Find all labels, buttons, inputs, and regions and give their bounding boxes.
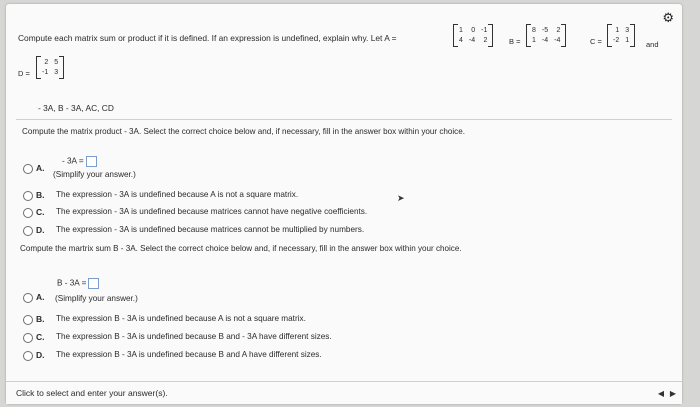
matrix-c-cell: 1 bbox=[625, 37, 630, 44]
q1-option-c-text[interactable]: The expression - 3A is undefined because matrices cannot have negative coefficients. bbox=[56, 207, 368, 216]
matrix-b-cell: -4 bbox=[541, 37, 549, 44]
matrix-b-label: B = bbox=[509, 37, 521, 46]
matrix-c-cell: -2 bbox=[613, 37, 620, 44]
matrix-a bbox=[453, 24, 493, 47]
matrix-d bbox=[36, 56, 64, 79]
matrix-a-cell: 2 bbox=[483, 37, 488, 44]
matrix-a-cell: -4 bbox=[468, 37, 476, 44]
q1-option-a-letter: A. bbox=[36, 163, 45, 173]
matrix-c-cell: 3 bbox=[625, 27, 630, 34]
left-arrow-icon[interactable]: ◀ bbox=[657, 389, 664, 398]
q1-option-a-expression bbox=[62, 156, 97, 167]
q2-answer-box[interactable] bbox=[88, 278, 99, 289]
q2-option-d-radio[interactable] bbox=[23, 351, 33, 361]
q2-option-a-hint: (Simplify your answer.) bbox=[55, 294, 138, 303]
q2-option-d-letter: D. bbox=[36, 350, 45, 360]
matrix-d-cell: 5 bbox=[54, 59, 59, 66]
q1-answer-box[interactable] bbox=[86, 156, 97, 167]
q2-option-b-text[interactable]: The expression B - 3A is undefined because A is not a square matrix. bbox=[56, 314, 306, 323]
matrix-b bbox=[526, 24, 566, 47]
q1-option-d-letter: D. bbox=[36, 225, 45, 235]
q1-option-c-radio[interactable] bbox=[23, 208, 33, 218]
matrix-b-cell: -4 bbox=[554, 37, 561, 44]
matrix-c bbox=[607, 24, 635, 47]
q2-option-d-text[interactable]: The expression B - 3A is undefined because B and A have different sizes. bbox=[56, 350, 322, 359]
matrix-c-cell: 1 bbox=[615, 27, 620, 34]
matrix-d-cell: 2 bbox=[44, 59, 49, 66]
q2-option-c-letter: C. bbox=[36, 332, 45, 342]
matrix-a-cell: -1 bbox=[481, 27, 488, 34]
matrix-d-cell: -1 bbox=[42, 69, 49, 76]
right-arrow-icon[interactable]: ▶ bbox=[669, 389, 676, 398]
q2-option-c-radio[interactable] bbox=[23, 333, 33, 343]
q1-option-b-text[interactable]: The expression - 3A is undefined because A is not a square matrix. bbox=[56, 190, 299, 199]
q2-option-a-letter: A. bbox=[36, 292, 45, 302]
matrix-c-label: C = bbox=[590, 37, 602, 46]
and-label: and bbox=[646, 40, 659, 49]
question-panel bbox=[6, 4, 682, 404]
q1-option-a-text: - 3A = bbox=[62, 156, 84, 166]
question-2-prompt: Compute the martrix sum B - 3A. Select the correct choice below and, if necessary, fill in the answer box within your choice. bbox=[20, 244, 462, 253]
q1-option-b-letter: B. bbox=[36, 190, 45, 200]
problem-intro: Compute each matrix sum or product if it is defined. If an expression is undefined, explain why. Let A = bbox=[18, 33, 397, 43]
gear-icon[interactable]: ⚙ bbox=[662, 10, 674, 25]
q2-option-c-text[interactable]: The expression B - 3A is undefined because B and - 3A have different sizes. bbox=[56, 332, 332, 341]
divider bbox=[16, 119, 672, 120]
matrix-b-cell: 1 bbox=[532, 37, 536, 44]
matrix-b-cell: 2 bbox=[556, 27, 561, 34]
mouse-cursor-icon: ➤ bbox=[397, 193, 405, 203]
q1-option-d-radio[interactable] bbox=[23, 226, 33, 236]
footer-instruction: Click to select and enter your answer(s). bbox=[16, 388, 168, 398]
footer-bar bbox=[6, 381, 682, 404]
matrix-a-cell: 4 bbox=[459, 37, 463, 44]
matrix-d-label: D = bbox=[18, 69, 30, 78]
q2-option-a-text: B - 3A = bbox=[57, 278, 87, 288]
q2-option-a-radio[interactable] bbox=[23, 293, 33, 303]
matrix-a-cell: 1 bbox=[459, 27, 463, 34]
q2-option-b-radio[interactable] bbox=[23, 315, 33, 325]
matrix-d-cell: 3 bbox=[54, 69, 59, 76]
q1-option-c-letter: C. bbox=[36, 207, 45, 217]
matrix-b-cell: 8 bbox=[532, 27, 536, 34]
q1-option-d-text[interactable]: The expression - 3A is undefined because matrices cannot be multiplied by numbers. bbox=[56, 225, 365, 234]
q2-option-b-letter: B. bbox=[36, 314, 45, 324]
expression-list: - 3A, B - 3A, AC, CD bbox=[38, 103, 114, 113]
matrix-b-cell: -5 bbox=[541, 27, 549, 34]
matrix-a-cell: 0 bbox=[471, 27, 476, 34]
q1-option-b-radio[interactable] bbox=[23, 191, 33, 201]
q1-option-a-radio[interactable] bbox=[23, 164, 33, 174]
q1-option-a-hint: (Simplify your answer.) bbox=[53, 170, 136, 179]
question-1-prompt: Compute the matrix product - 3A. Select the correct choice below and, if necessary, fill in the answer box within your choice. bbox=[22, 127, 465, 136]
q2-option-a-expression bbox=[57, 278, 99, 289]
